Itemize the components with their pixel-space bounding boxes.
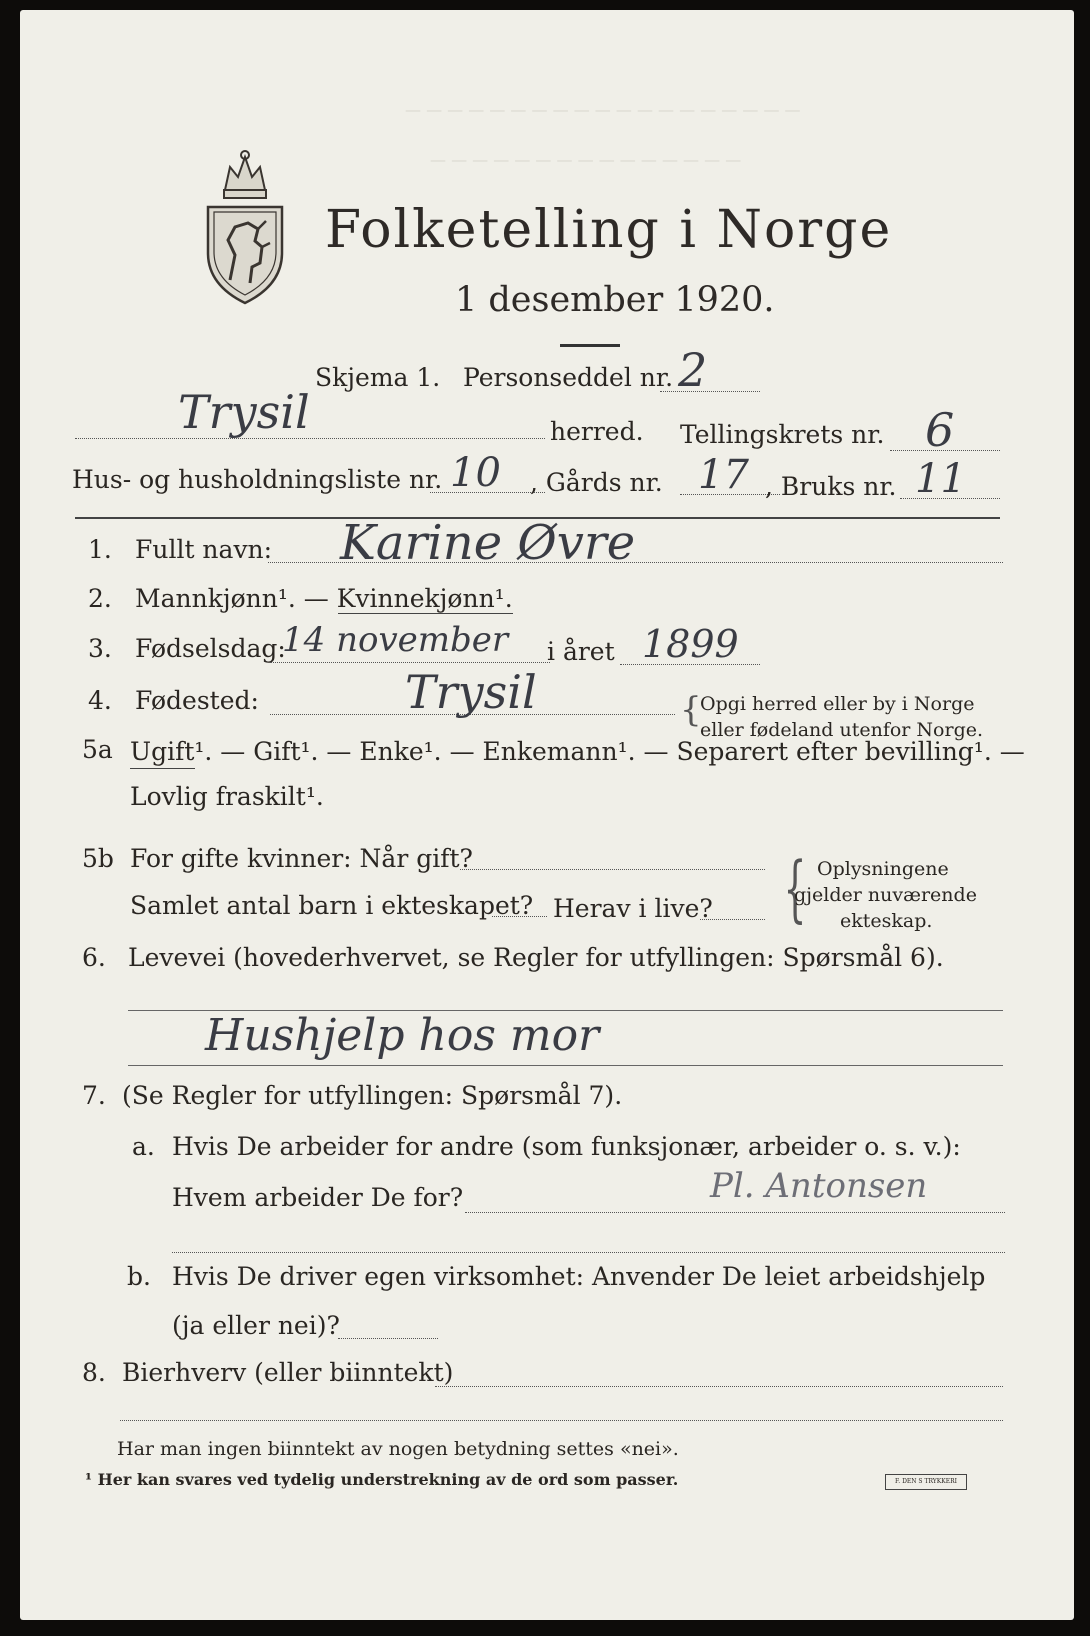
- q4-label: Fødested:: [135, 686, 259, 715]
- bleed-through-text: — — — — — — — — — — — — — — — — — — —: [405, 100, 801, 119]
- gender-options: Mannkjønn¹. — Kvinnekjønn¹.: [135, 584, 513, 613]
- census-date: 1 desember 1920.: [455, 280, 775, 320]
- herred-line: [75, 438, 545, 439]
- q3-label: Fødselsdag:: [135, 634, 286, 663]
- q5a-number: 5a: [82, 735, 113, 764]
- q6-label: Levevei (hovederhvervet, se Regler for utfyllingen: Spørsmål 6).: [128, 943, 944, 972]
- herred-label: herred.: [550, 417, 644, 446]
- q5b-alive-label: Herav i live?: [553, 894, 713, 923]
- q5b-line1: For gifte kvinner: Når gift?: [130, 844, 473, 873]
- alive-line: [700, 919, 765, 920]
- hus-value: 10: [450, 450, 501, 496]
- footer-note: Har man ingen biinntekt av nogen betydning settes «nei».: [117, 1438, 679, 1460]
- year-label: i året: [547, 637, 615, 666]
- q6-line-2: [128, 1065, 1003, 1066]
- birthplace-value: Trysil: [405, 665, 537, 719]
- q2-number: 2.: [88, 584, 112, 613]
- q4-note-line2: eller fødeland utenfor Norge.: [700, 719, 984, 741]
- schema-label: Skjema 1.: [315, 363, 441, 392]
- q3-line: [270, 662, 550, 663]
- personseddel-line: [660, 391, 760, 392]
- civil-status-options: Ugift¹. — Gift¹. — Enke¹. — Enkemann¹. — Separert efter bevilling¹. —: [130, 737, 1025, 766]
- gards-value: 17: [698, 452, 749, 498]
- q5b-children-label: Samlet antal barn i ekteskapet?: [130, 891, 534, 920]
- q7a-line1: Hvis De arbeider for andre (som funksjonær, arbeider o. s. v.):: [172, 1132, 961, 1161]
- bruks-label: , Bruks nr.: [765, 472, 897, 501]
- q8-line: [435, 1386, 1003, 1387]
- q7a-letter: a.: [132, 1132, 155, 1161]
- q6-number: 6.: [82, 943, 106, 972]
- q4-note-line1: Opgi herred eller by i Norge: [700, 693, 975, 715]
- personseddel-label: Personseddel nr.: [463, 363, 674, 392]
- q1-label: Fullt navn:: [135, 535, 273, 564]
- children-line: [492, 916, 547, 917]
- q1-number: 1.: [88, 535, 112, 564]
- q5b-brace: {: [783, 846, 807, 930]
- q7-label: (Se Regler for utfyllingen: Spørsmål 7).: [122, 1081, 623, 1110]
- tellingskrets-label: Tellingskrets nr.: [680, 420, 885, 449]
- kvinnekjonn-underline: [338, 613, 513, 614]
- birth-year-value: 1899: [642, 622, 739, 666]
- herred-value: Trysil: [178, 385, 310, 439]
- title-divider: [560, 344, 620, 347]
- occupation-value: Hushjelp hos mor: [205, 1010, 600, 1061]
- bleed-through-text: — — — — — — — — — — — — — — —: [430, 150, 742, 169]
- q7a-line2: Hvem arbeider De for?: [172, 1183, 464, 1212]
- hus-label: Hus- og husholdningsliste nr.: [72, 465, 443, 494]
- q8-label: Bierhverv (eller biinntekt): [122, 1358, 454, 1387]
- form-title: Folketelling i Norge: [325, 200, 893, 260]
- q7-number: 7.: [82, 1081, 106, 1110]
- coat-of-arms-icon: [200, 145, 290, 305]
- q8-line-2: [120, 1420, 1003, 1421]
- q7b-letter: b.: [127, 1262, 151, 1291]
- q7b-line1: Hvis De driver egen virksomhet: Anvender De leiet arbeidshjelp: [172, 1262, 986, 1291]
- footnote: ¹ Her kan svares ved tydelig understrekning av de ord som passer.: [85, 1470, 679, 1489]
- q5b-note-line2: gjelder nuværende: [794, 884, 977, 906]
- q5b-number: 5b: [82, 844, 114, 873]
- employer-value: Pl. Antonsen: [710, 1166, 928, 1206]
- ugift-underline: [130, 768, 195, 769]
- full-name-value: Karine Øvre: [340, 515, 636, 571]
- gards-label: , Gårds nr.: [530, 468, 663, 497]
- q7a-line-extra: [172, 1252, 1005, 1253]
- q3-number: 3.: [88, 634, 112, 663]
- q5b-note-line3: ekteskap.: [840, 910, 933, 932]
- printer-stamp: F. DEN S TRYKKERI: [885, 1474, 967, 1490]
- personseddel-value: 2: [678, 343, 708, 397]
- census-form: [20, 10, 1074, 1620]
- q8-number: 8.: [82, 1358, 106, 1387]
- q7b-line2: (ja eller nei)?: [172, 1311, 340, 1340]
- married-when-line: [460, 869, 765, 870]
- q4-number: 4.: [88, 686, 112, 715]
- bruks-value: 11: [915, 456, 966, 502]
- employer-line: [465, 1212, 1005, 1213]
- tellingskrets-value: 6: [925, 403, 955, 457]
- birthdate-value: 14 november: [282, 620, 509, 660]
- q4-brace: {: [680, 690, 702, 730]
- q7b-answer-line: [338, 1338, 438, 1339]
- q5b-note-line1: Oplysningene: [817, 858, 949, 880]
- civil-status-options-2: Lovlig fraskilt¹.: [130, 782, 324, 811]
